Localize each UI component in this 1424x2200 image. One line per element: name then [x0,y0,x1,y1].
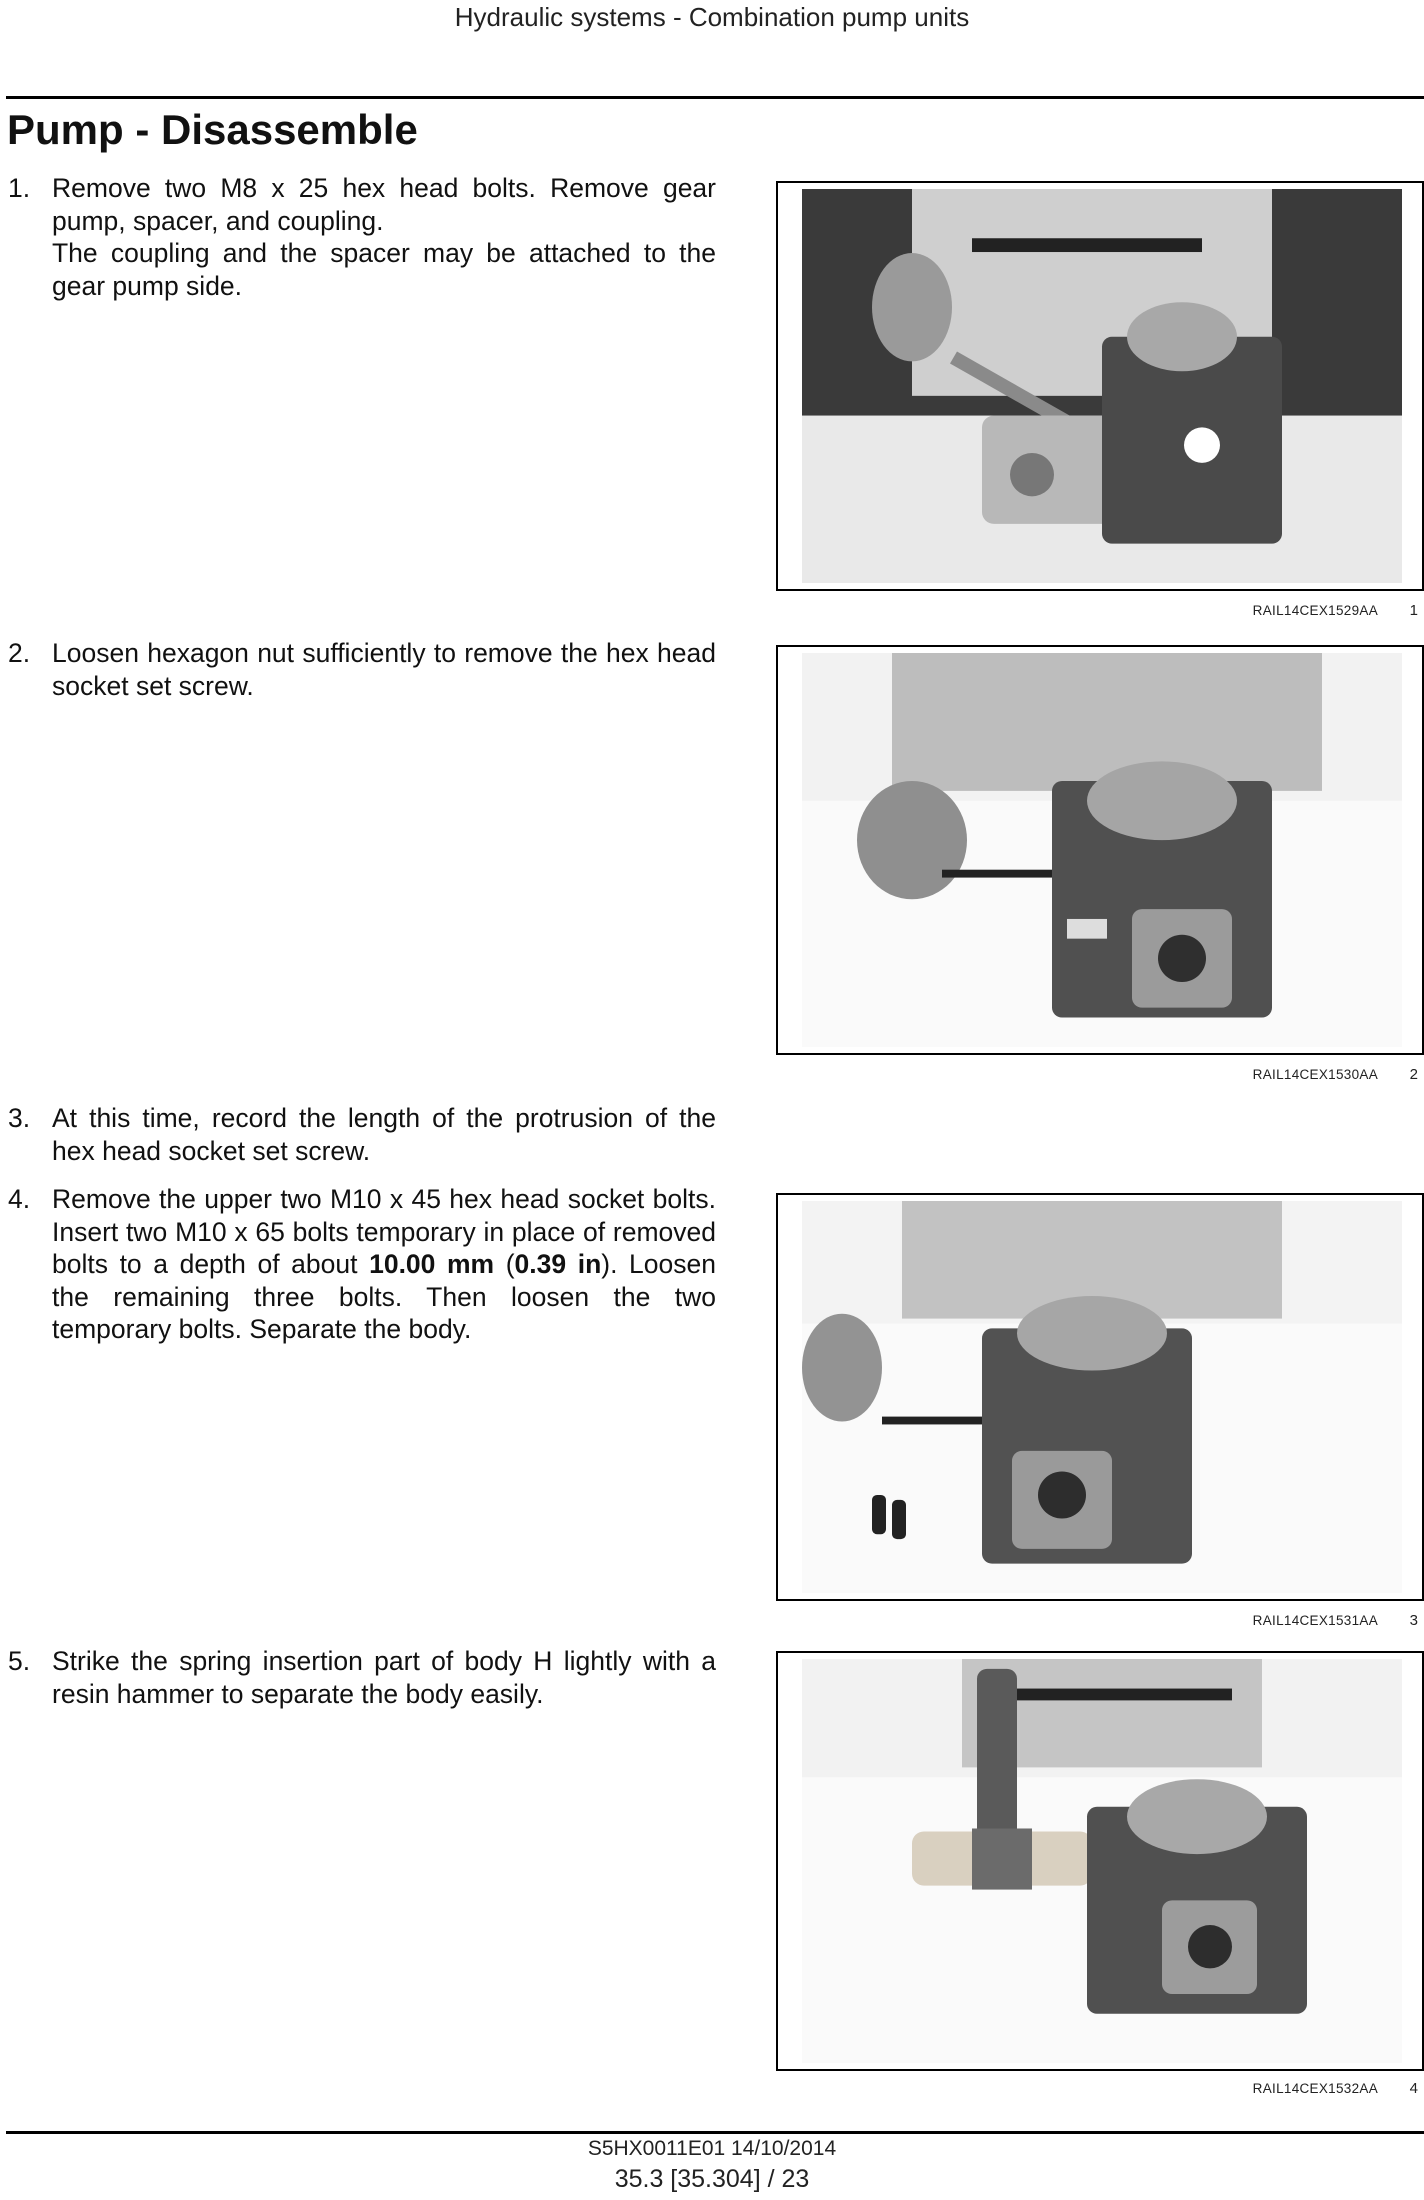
figure-number: 1 [1409,602,1418,619]
step-text-part: ). Loosen the remaining three bolts. Then loosen the two temporary bolts. Separate the body. [52,1249,716,1344]
step-text: Remove two M8 x 25 hex head bolts. Remove gear pump, spacer, and coupling. [52,173,716,236]
figure-code: RAIL14CEX1530AA [1252,1067,1378,1082]
step-text: The coupling and the spacer may be attached to the gear pump side. [52,238,716,301]
figure-code: RAIL14CEX1529AA [1252,603,1378,618]
footer-doc-id: S5HX0011E01 14/10/2014 [587,2137,837,2160]
page-title: Pump - Disassemble [7,106,418,153]
step-text [52,1183,716,1346]
step-number: 4. [8,1184,31,1214]
footer-page-number: 35.3 [35.304] / 23 [614,2165,810,2193]
figure-1-photo [776,181,1424,591]
pump-photo-2 [802,653,1402,1047]
step-text: Strike the spring insertion part of body H lightly with a resin hammer to separate the body easily. [52,1646,716,1709]
step-text: Loosen hexagon nut sufficiently to remove the hex head socket set screw. [52,638,716,701]
step-5 [8,1645,716,1710]
pump-photo-4 [802,1659,1402,2063]
depth-in: 0.39 in [514,1249,602,1279]
figure-4-photo [776,1651,1424,2071]
figure-number: 4 [1409,2080,1418,2097]
figure-2-photo [776,645,1424,1055]
figure-code: RAIL14CEX1532AA [1252,2081,1378,2096]
figure-code: RAIL14CEX1531AA [1252,1613,1378,1628]
footer-rule [6,2131,1424,2134]
step-number: 2. [8,638,31,668]
figure-number: 2 [1409,1066,1418,1083]
step-4 [8,1183,716,1346]
step-number: 5. [8,1646,31,1676]
figure-3-photo [776,1193,1424,1601]
step-2 [8,637,716,702]
pump-photo-1 [802,189,1402,583]
paren-open: ( [494,1249,515,1279]
step-number: 3. [8,1103,31,1133]
step-3 [8,1102,716,1167]
pump-photo-3 [802,1201,1402,1593]
running-header: Hydraulic systems - Combination pump units [454,2,970,32]
step-number: 1. [8,173,31,203]
step-text-part: Remove the upper two M10 x 45 hex head socket bolts. Insert two M10 x 65 bolts temporary in place of removed bolts to a depth of about [52,1184,716,1279]
header-rule [6,96,1424,99]
depth-mm: 10.00 mm [369,1249,495,1279]
step-1 [8,172,716,302]
step-text: At this time, record the length of the protrusion of the hex head socket set screw. [52,1103,716,1166]
figure-number: 3 [1409,1612,1418,1629]
